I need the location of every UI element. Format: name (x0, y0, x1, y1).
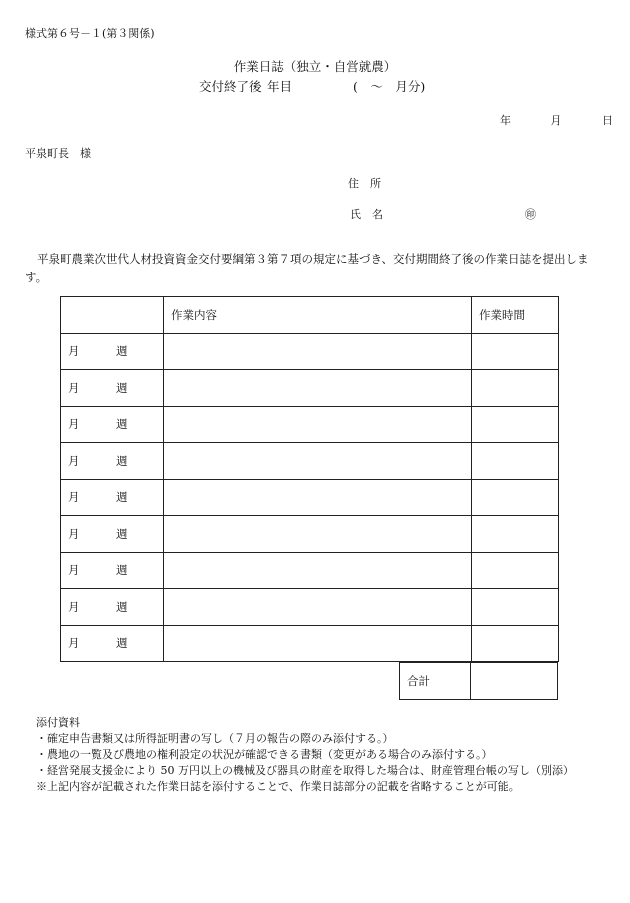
attachment-item: ・農地の一覧及び農地の権利設定の状況が確認できる書類（変更がある場合のみ添付する。） (36, 748, 493, 761)
address-label: 住 所 (348, 177, 381, 190)
work-hours-cell[interactable] (472, 406, 559, 443)
week-label: 週 (116, 344, 128, 359)
attachments-heading: 添付資料 (36, 716, 80, 729)
work-log-table (60, 296, 559, 662)
table-row (61, 370, 559, 407)
seal-mark-icon: ㊞ (525, 208, 536, 221)
total-label: 合計 (400, 663, 471, 700)
table-row (61, 552, 559, 589)
attachments-section (36, 715, 574, 795)
work-hours-cell[interactable] (472, 589, 559, 626)
table-row (61, 443, 559, 480)
subtitle-year-count: 年目 (266, 79, 292, 94)
intro-paragraph: 平泉町農業次世代人材投資資金交付要綱第３第７項の規定に基づき、交付期間終了後の作業日誌を提出します。 (25, 252, 589, 284)
table-row (61, 406, 559, 443)
work-hours-cell[interactable] (472, 479, 559, 516)
table-row (61, 589, 559, 626)
table-row (61, 625, 559, 662)
work-hours-cell[interactable] (472, 516, 559, 553)
header-work-hours: 作業時間 (472, 297, 559, 334)
month-label: 月 (68, 599, 80, 614)
header-period (61, 297, 164, 334)
work-hours-cell[interactable] (472, 625, 559, 662)
form-code: 様式第６号－１(第３関係) (25, 27, 155, 40)
month-label: 月 (68, 453, 80, 468)
period-cell[interactable] (61, 406, 164, 443)
period-cell[interactable] (61, 625, 164, 662)
subtitle-month-range: ( ～ 月分) (352, 79, 426, 94)
month-label: 月 (68, 380, 80, 395)
period-cell[interactable] (61, 516, 164, 553)
total-hours-cell[interactable] (471, 663, 558, 700)
week-label: 週 (116, 490, 128, 505)
week-label: 週 (116, 417, 128, 432)
week-label: 週 (116, 599, 128, 614)
week-label: 週 (116, 636, 128, 651)
name-label: 氏 名 (350, 208, 383, 221)
work-hours-cell[interactable] (472, 333, 559, 370)
total-row (400, 663, 558, 700)
month-label: 月 (68, 344, 80, 359)
date-year-label: 年 (500, 114, 511, 127)
work-hours-cell[interactable] (472, 370, 559, 407)
table-header-row (61, 297, 559, 334)
period-cell[interactable] (61, 479, 164, 516)
week-label: 週 (116, 563, 128, 578)
header-work-content: 作業内容 (164, 297, 472, 334)
work-content-cell[interactable] (164, 516, 472, 553)
document-subtitle (199, 77, 425, 95)
work-hours-cell[interactable] (472, 443, 559, 480)
work-content-cell[interactable] (164, 589, 472, 626)
table-row (61, 479, 559, 516)
period-cell[interactable] (61, 443, 164, 480)
submission-date (500, 112, 613, 128)
period-cell[interactable] (61, 589, 164, 626)
subtitle-after-grant: 交付終了後 (199, 79, 262, 94)
work-content-cell[interactable] (164, 552, 472, 589)
table-row (61, 333, 559, 370)
week-label: 週 (116, 526, 128, 541)
month-label: 月 (68, 417, 80, 432)
work-content-cell[interactable] (164, 625, 472, 662)
work-hours-cell[interactable] (472, 552, 559, 589)
addressee: 平泉町長 様 (25, 147, 91, 160)
month-label: 月 (68, 526, 80, 541)
month-label: 月 (68, 490, 80, 505)
month-label: 月 (68, 636, 80, 651)
week-label: 週 (116, 453, 128, 468)
period-cell[interactable] (61, 552, 164, 589)
attachment-note: ※上記内容が記載された作業日誌を添付することで、作業日誌部分の記載を省略することが可能。 (36, 780, 520, 793)
attachment-item: ・経営発展支援金により 50 万円以上の機械及び器具の財産を取得した場合は、財産管理台帳の写し（別添） (36, 764, 574, 777)
work-content-cell[interactable] (164, 333, 472, 370)
month-label: 月 (68, 563, 80, 578)
work-log-body (61, 333, 559, 662)
period-cell[interactable] (61, 333, 164, 370)
table-row (61, 516, 559, 553)
date-month-label: 月 (550, 114, 562, 127)
total-table (399, 662, 558, 700)
period-cell[interactable] (61, 370, 164, 407)
document-title: 作業日誌（独立・自営就農） (233, 59, 397, 74)
week-label: 週 (116, 380, 128, 395)
work-content-cell[interactable] (164, 443, 472, 480)
date-day-label: 日 (602, 114, 613, 127)
work-content-cell[interactable] (164, 479, 472, 516)
name-row (350, 206, 550, 222)
attachment-item: ・確定申告書類又は所得証明書の写し（７月の報告の際のみ添付する。） (36, 732, 394, 745)
work-content-cell[interactable] (164, 406, 472, 443)
work-content-cell[interactable] (164, 370, 472, 407)
